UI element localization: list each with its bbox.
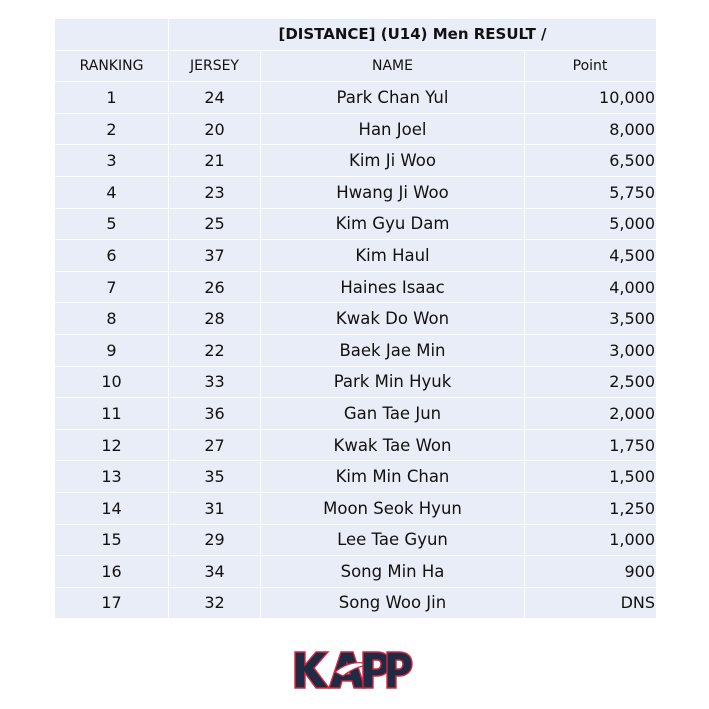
point-cell: 5,750 (525, 176, 657, 208)
table-row (55, 82, 657, 114)
table-row (55, 303, 657, 335)
table-row (55, 208, 657, 240)
point-cell: 3,500 (525, 303, 657, 335)
ranking-cell: 6 (55, 240, 169, 272)
jersey-cell: 21 (169, 145, 261, 177)
ranking-cell: 4 (55, 176, 169, 208)
ranking-cell: 3 (55, 145, 169, 177)
jersey-cell: 29 (169, 524, 261, 556)
point-cell: 2,500 (525, 366, 657, 398)
ranking-cell: 11 (55, 398, 169, 430)
ranking-cell: 7 (55, 271, 169, 303)
name-cell: Hwang Ji Woo (261, 176, 525, 208)
point-cell: 1,250 (525, 492, 657, 524)
header-jersey: JERSEY (169, 50, 261, 82)
table-row (55, 429, 657, 461)
table-row (55, 334, 657, 366)
table-row (55, 145, 657, 177)
ranking-cell: 5 (55, 208, 169, 240)
point-cell: 5,000 (525, 208, 657, 240)
jersey-cell: 36 (169, 398, 261, 430)
jersey-cell: 35 (169, 461, 261, 493)
table-title: [DISTANCE] (U14) Men RESULT / (169, 19, 657, 51)
table-row (55, 587, 657, 619)
point-cell: 8,000 (525, 113, 657, 145)
table-row (55, 461, 657, 493)
header-ranking: RANKING (55, 50, 169, 82)
ranking-cell: 2 (55, 113, 169, 145)
ranking-cell: 17 (55, 587, 169, 619)
title-blank-cell (55, 19, 169, 51)
table-row (55, 398, 657, 430)
ranking-cell: 13 (55, 461, 169, 493)
name-cell: Kim Ji Woo (261, 145, 525, 177)
kapp-logo-graphic (291, 648, 415, 692)
point-cell: 3,000 (525, 334, 657, 366)
point-cell: DNS (525, 587, 657, 619)
ranking-cell: 1 (55, 82, 169, 114)
header-point: Point (525, 50, 657, 82)
table-row (55, 556, 657, 588)
point-cell: 2,000 (525, 398, 657, 430)
name-cell: Song Woo Jin (261, 587, 525, 619)
jersey-cell: 31 (169, 492, 261, 524)
header-name: NAME (261, 50, 525, 82)
name-cell: Kim Haul (261, 240, 525, 272)
name-cell: Gan Tae Jun (261, 398, 525, 430)
point-cell: 4,500 (525, 240, 657, 272)
header-row (55, 50, 657, 82)
point-cell: 900 (525, 556, 657, 588)
name-cell: Park Chan Yul (261, 82, 525, 114)
point-cell: 4,000 (525, 271, 657, 303)
jersey-cell: 37 (169, 240, 261, 272)
results-table (54, 18, 657, 619)
jersey-cell: 20 (169, 113, 261, 145)
table-row (55, 176, 657, 208)
ranking-cell: 12 (55, 429, 169, 461)
jersey-cell: 25 (169, 208, 261, 240)
kapp-logo (291, 648, 415, 692)
name-cell: Kwak Tae Won (261, 429, 525, 461)
jersey-cell: 23 (169, 176, 261, 208)
name-cell: Park Min Hyuk (261, 366, 525, 398)
table-row (55, 271, 657, 303)
name-cell: Han Joel (261, 113, 525, 145)
jersey-cell: 22 (169, 334, 261, 366)
jersey-cell: 33 (169, 366, 261, 398)
table-row (55, 366, 657, 398)
point-cell: 1,000 (525, 524, 657, 556)
name-cell: Lee Tae Gyun (261, 524, 525, 556)
name-cell: Kim Gyu Dam (261, 208, 525, 240)
ranking-cell: 16 (55, 556, 169, 588)
title-row (55, 19, 657, 51)
table-row (55, 492, 657, 524)
table-row (55, 113, 657, 145)
jersey-cell: 24 (169, 82, 261, 114)
ranking-cell: 8 (55, 303, 169, 335)
name-cell: Song Min Ha (261, 556, 525, 588)
jersey-cell: 28 (169, 303, 261, 335)
point-cell: 10,000 (525, 82, 657, 114)
ranking-cell: 15 (55, 524, 169, 556)
results-body (55, 82, 657, 619)
table-row (55, 240, 657, 272)
name-cell: Baek Jae Min (261, 334, 525, 366)
point-cell: 1,500 (525, 461, 657, 493)
table-row (55, 524, 657, 556)
jersey-cell: 26 (169, 271, 261, 303)
point-cell: 1,750 (525, 429, 657, 461)
name-cell: Kwak Do Won (261, 303, 525, 335)
name-cell: Kim Min Chan (261, 461, 525, 493)
ranking-cell: 10 (55, 366, 169, 398)
jersey-cell: 32 (169, 587, 261, 619)
jersey-cell: 34 (169, 556, 261, 588)
jersey-cell: 27 (169, 429, 261, 461)
name-cell: Moon Seok Hyun (261, 492, 525, 524)
point-cell: 6,500 (525, 145, 657, 177)
ranking-cell: 9 (55, 334, 169, 366)
name-cell: Haines Isaac (261, 271, 525, 303)
ranking-cell: 14 (55, 492, 169, 524)
